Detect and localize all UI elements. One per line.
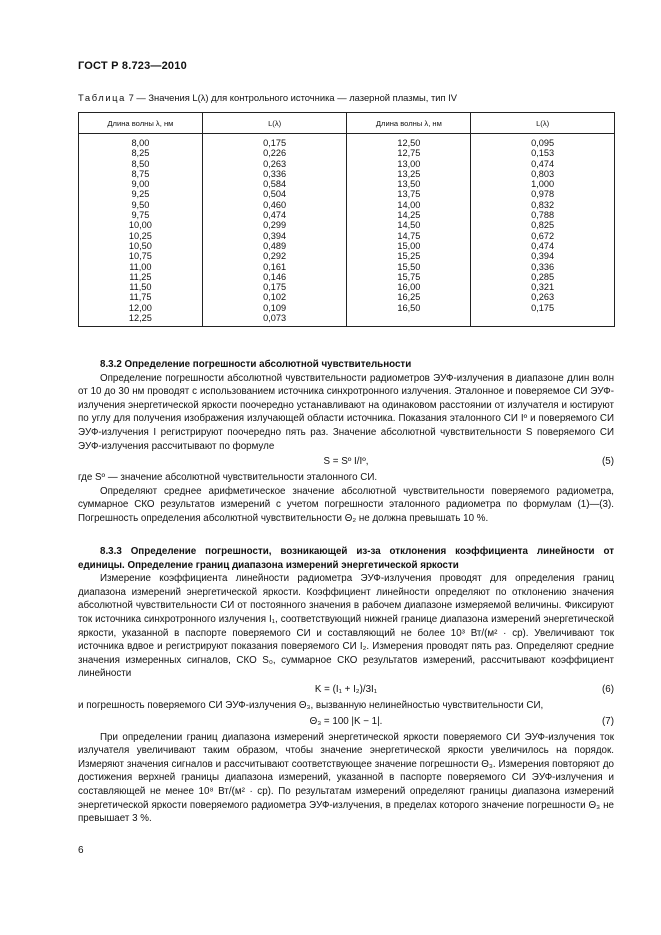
table-cell: 12,75	[397, 148, 421, 159]
table-cell: 0,504	[263, 189, 287, 200]
section-8-3-3	[78, 545, 614, 826]
table-cell: 13,50	[397, 179, 421, 190]
table-cell: 15,25	[397, 251, 421, 262]
table-header-wavelength-1: Длина волны λ, нм	[79, 113, 203, 134]
table-column-l-2	[471, 134, 615, 327]
table-column-wavelength-2	[347, 134, 471, 327]
table-caption-label: Таблица	[78, 92, 126, 103]
table-cell: 0,394	[531, 251, 555, 262]
table-cell: 0,803	[531, 168, 555, 179]
table-cell: 0,474	[531, 158, 555, 169]
paragraph: Определяют среднее арифметическое значение абсолютной чувствительности поверяемого радиометра, суммарное СКО результатов измерений с учетом погрешности эталонного радиометра по формулам (1)—(3). Погрешность определения абсолютной чувствительности Θ₂ не должна превышать 10 %.	[78, 485, 614, 524]
table-column-wavelength-1	[79, 134, 203, 327]
table-cell: 0,161	[263, 261, 287, 272]
table-cell: 0,672	[531, 230, 555, 241]
document-header: ГОСТ Р 8.723—2010	[78, 60, 187, 72]
table-cell: 0,788	[531, 210, 555, 221]
table-column-l-1	[202, 134, 347, 327]
formula-5	[78, 455, 614, 469]
table-cell: 9,75	[131, 210, 150, 221]
table-cell: 11,25	[129, 271, 152, 282]
table-cell: 0,474	[531, 240, 555, 251]
table-cell: 14,00	[397, 199, 421, 210]
paragraph: Измерение коэффициента линейности радиометра ЭУФ-излучения проводят для определения границ диапазона измерений энергетической яркости. Коэффициент линейности определяют по отклонению значения абсолютной чувствительности СИ от постоянного значения в рабочем диапазоне измеряемой величины. Фиксируют ток источника синхротронного излучения I₁, соответствующий нижней границе диапазона измерений энергетической яркости, указанной в паспорте поверяемого СИ и составляющий не более 10³ Вт/(м² · ср). Увеличивают ток источника вдвое и регистрируют показания поверяемого СИ I₂. Измерения проводят пять раз. Определяют средние значения измеренных сигналов, СКО S₀, суммарное СКО результатов измерений, рассчитывают коэффициент линейности	[78, 573, 614, 680]
table-caption-text: 7 — Значения L(λ) для контрольного источника — лазерной плазмы, тип IV	[125, 92, 458, 103]
formula-7	[78, 715, 614, 729]
formula-number: (6)	[602, 683, 614, 695]
table-cell: 14,50	[397, 220, 421, 231]
table-cell: 0,336	[531, 261, 555, 272]
table-cell: 9,50	[131, 199, 150, 210]
table-cell: 0,263	[531, 292, 555, 303]
table-cell: 15,00	[397, 240, 421, 251]
table-cell: 13,75	[397, 189, 421, 200]
table-cell: 0,146	[263, 271, 287, 282]
formula-number: (5)	[602, 456, 614, 468]
table-cell: 10,00	[128, 220, 152, 231]
table-cell: 13,00	[397, 158, 421, 169]
table-cell: 0,825	[531, 220, 555, 231]
table-cell: 0,321	[531, 282, 555, 293]
formula-expression: S = Sº I/Iº,	[323, 456, 369, 468]
formula-expression: K = (I₁ + I₂)/3I₁	[314, 683, 378, 695]
table-cell: 12,00	[128, 302, 152, 313]
table-cell: 13,25	[397, 168, 421, 179]
table-cell: 15,75	[397, 271, 421, 282]
table-cell: 9,25	[131, 189, 150, 200]
table-cell: 0,226	[263, 148, 287, 159]
table-cell: 0,336	[263, 168, 287, 179]
table-cell: 0,832	[531, 199, 555, 210]
table-cell: 10,75	[128, 251, 152, 262]
table-cell: 0,102	[263, 292, 287, 303]
paragraph: При определении границ диапазона измерений энергетической яркости поверяемого СИ ЭУФ-излучения ток излучателя увеличивают таким образом, чтобы значение энергетической яркости увеличилось на порядок. Измеряют значения сигналов и рассчитывают соответствующее значение погрешности Θ₃. Измерения повторяют до достижения верхней границы диапазона измерений, указанной в паспорте поверяемого СИ ЭУФ-излучения и составляющей не менее 10⁸ Вт/(м² · ср). По результатам измерений определяют границы диапазона измерений энергетической яркости поверяемого радиометра ЭУФ-излучения, в пределах которого значение погрешности Θ₃ не превышает 3 %.	[78, 731, 614, 825]
table-cell: 0,460	[263, 199, 287, 210]
table-cell: 0,175	[263, 138, 287, 148]
table-cell: 15,50	[397, 261, 421, 272]
table-header-l-2: L(λ)	[471, 113, 615, 134]
table-cell: 0,175	[531, 302, 555, 313]
table-cell: 9,00	[131, 179, 150, 190]
formula-6	[78, 683, 614, 697]
paragraph: Определение погрешности абсолютной чувствительности радиометров ЭУФ-излучения в диапазоне длин волн от 10 до 30 нм проводят с использованием источника синхротронного излучения. Эталонное и поверяемое СИ ЭУФ-излучения энергетической яркости поочередно устанавливают на одинаковом расстоянии от излучателя и юстируют по углу для получения изображения излучающей области источника. Показания эталонного СИ Iº и поверяемого СИ ЭУФ-излучения I регистрируют поочередно пять раз. Значение абсолютной чувствительности S поверяемого СИ ЭУФ-излучения рассчитывают по формуле	[78, 372, 614, 452]
table-cell: 16,25	[397, 292, 421, 303]
table-cell: 0,285	[531, 271, 555, 282]
table-cell: 16,50	[397, 302, 421, 313]
table-cell: 14,75	[397, 230, 421, 241]
table-cell: 10,25	[128, 230, 152, 241]
table-cell: 14,25	[397, 210, 421, 221]
section-heading: 8.3.3 Определение погрешности, возникающей из-за отклонения коэффициента линейности от единицы. Определение границ диапазона измерений энергетической яркости	[78, 546, 614, 571]
table-cell: 0,292	[263, 251, 287, 262]
table-cell: 0,109	[263, 302, 287, 313]
table-cell: 0,153	[531, 148, 555, 159]
paragraph: и погрешность поверяемого СИ ЭУФ-излучения Θ₃, вызванную нелинейностью чувствительности СИ,	[78, 699, 544, 711]
table-cell: 0,263	[263, 158, 287, 169]
table-cell: 12,50	[397, 138, 421, 148]
section-8-3-2	[78, 358, 614, 526]
table-cell: 8,00	[131, 138, 150, 148]
table-cell: 0,474	[263, 210, 287, 221]
table-header-l-1: L(λ)	[202, 113, 347, 134]
table-cell: 16,00	[397, 282, 421, 293]
table-cell: 0,489	[263, 240, 287, 251]
section-heading: 8.3.2 Определение погрешности абсолютной чувствительности	[100, 359, 412, 370]
table-cell: 11,75	[129, 292, 152, 303]
table-cell: 11,50	[129, 282, 152, 293]
data-table	[78, 112, 615, 327]
table-cell: 0,073	[263, 313, 287, 324]
table-cell: 12,25	[128, 313, 152, 324]
table-cell: 0,394	[263, 230, 287, 241]
table-cell: 8,75	[131, 168, 150, 179]
table-cell: 0,978	[531, 189, 555, 200]
page-number: 6	[78, 845, 84, 856]
table-cell: 0,299	[263, 220, 287, 231]
formula-expression: Θ₃ = 100 |K − 1|.	[309, 715, 383, 727]
table-header-row	[79, 113, 615, 134]
table-row	[79, 134, 615, 327]
table-header-wavelength-2: Длина волны λ, нм	[347, 113, 471, 134]
table-cell: 8,50	[131, 158, 150, 169]
table-cell: 8,25	[131, 148, 150, 159]
formula-number: (7)	[602, 715, 614, 727]
table-cell: 1,000	[531, 179, 555, 190]
paragraph: где Sº — значение абсолютной чувствительности эталонного СИ.	[78, 472, 378, 484]
table-cell: 11,00	[129, 261, 152, 272]
table-cell: 0,175	[263, 282, 287, 293]
table-cell: 10,50	[128, 240, 152, 251]
table-caption	[78, 92, 457, 103]
table-cell: 0,095	[531, 138, 555, 148]
table-cell: 0,584	[263, 179, 287, 190]
